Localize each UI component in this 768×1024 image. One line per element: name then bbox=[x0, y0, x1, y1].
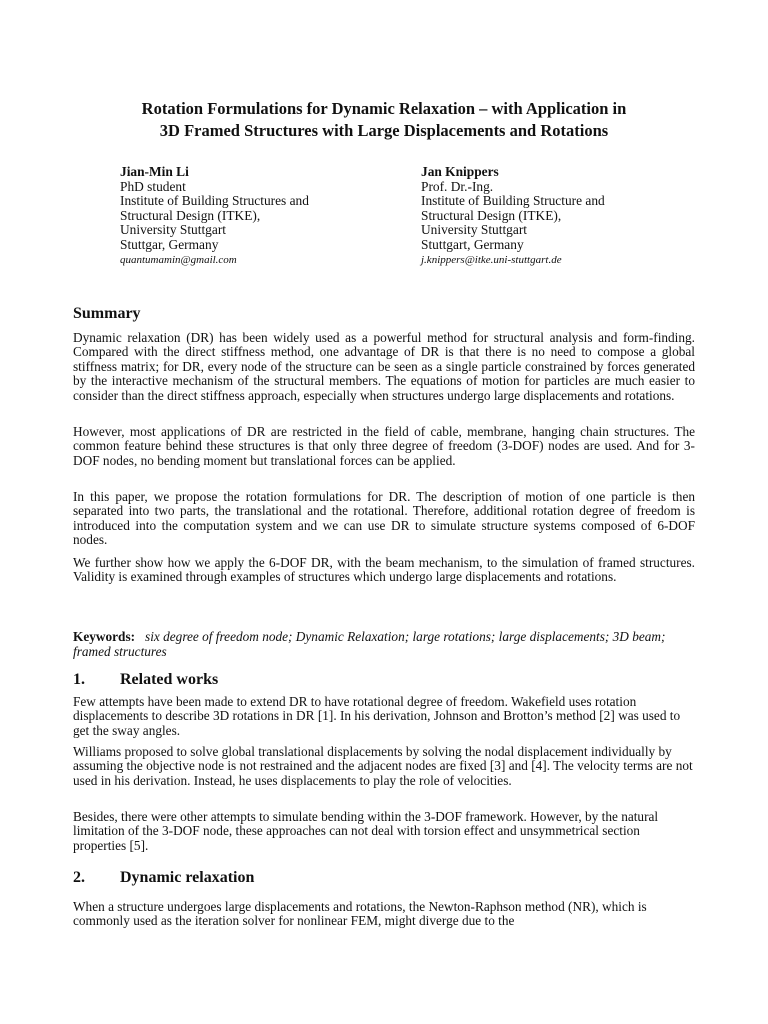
author-affiliation-line: University Stuttgart bbox=[421, 222, 528, 238]
section-1-paragraph-1: Few attempts have been made to extend DR to have rotational degree of freedom. Wakefield uses rotation displacements to describe 3D rotations in DR [1]. In his derivation, Johnson and Brotton’s method [2] was used to get the sway angles. bbox=[73, 694, 681, 738]
summary-paragraph-2: However, most applications of DR are restricted in the field of cable, membrane, hanging chain structures. The common feature behind these structures is that only three degree of freedom (3-DOF) nodes are used. And for 3-DOF nodes, no bending moment but translational forces can be applied. bbox=[73, 424, 695, 468]
title-line-1: Rotation Formulations for Dynamic Relaxation – with Application in bbox=[141, 99, 627, 118]
author-email: quantumamin@gmail.com bbox=[120, 253, 237, 266]
section-number: 1. bbox=[73, 671, 85, 688]
keywords-label: Keywords: bbox=[73, 629, 136, 644]
author-1 bbox=[120, 165, 309, 267]
section-title: Related works bbox=[120, 671, 219, 688]
section-1-paragraph-2: Williams proposed to solve global translational displacements by solving the nodal displacement individually by assuming the objective node is not restrained and the adjacent nodes are fixed [3] and [4]. The velocity terms are not used in his derivation. Instead, he uses displacements to play the role of velocities. bbox=[73, 744, 693, 788]
author-location: Stuttgar, Germany bbox=[120, 236, 219, 252]
author-name: Jan Knippers bbox=[421, 164, 499, 179]
section-1-paragraph-3: Besides, there were other attempts to simulate bending within the 3-DOF framework. However, by the natural limitation of the 3-DOF node, these approaches can not deal with torsion effect and unsymmetrical section properties [5]. bbox=[73, 809, 659, 853]
author-name: Jian-Min Li bbox=[120, 164, 189, 179]
author-affiliation-line: Institute of Building Structures and bbox=[120, 193, 309, 209]
section-1-heading bbox=[73, 670, 218, 690]
author-2 bbox=[421, 165, 605, 267]
summary-paragraph-1: Dynamic relaxation (DR) has been widely used as a powerful method for structural analysis and form-finding. Compared with the direct stiffness method, one advantage of DR is that there is no need to compose a global stiffness matrix; for DR, every node of the structure can be seen as a single particle constrained by forces generated by the interactive mechanism of the structural members. The equations of motion for particles are much easier to consider than the direct stiffness approach, especially when structures undergo large displacements and rotations. bbox=[73, 330, 695, 403]
summary-heading: Summary bbox=[73, 305, 141, 322]
section-title: Dynamic relaxation bbox=[120, 869, 255, 886]
section-number: 2. bbox=[73, 869, 85, 886]
section-2-paragraph-1: When a structure undergoes large displacements and rotations, the Newton-Raphson method (NR), which is commonly used as the iteration solver for nonlinear FEM, might diverge due to the bbox=[73, 899, 647, 929]
keywords bbox=[73, 630, 695, 659]
paper-title bbox=[73, 98, 695, 142]
author-email: j.knippers@itke.uni-stuttgart.de bbox=[421, 253, 562, 266]
author-role: PhD student bbox=[120, 178, 186, 194]
summary-paragraph-3: In this paper, we propose the rotation formulations for DR. The description of motion of one particle is then separated into two parts, the translational and the rotational. Therefore, additional rotation degree of freedom is introduced into the computation system and we can use DR to simulate structure systems composed of 6-DOF nodes. bbox=[73, 489, 695, 548]
section-2-heading bbox=[73, 868, 254, 888]
author-location: Stuttgart, Germany bbox=[421, 236, 524, 252]
author-affiliation-line: Structural Design (ITKE), bbox=[120, 207, 261, 223]
title-line-2: 3D Framed Structures with Large Displacements and Rotations bbox=[159, 121, 609, 140]
author-affiliation-line: Institute of Building Structure and bbox=[421, 193, 605, 209]
author-affiliation-line: Structural Design (ITKE), bbox=[421, 207, 562, 223]
keywords-text: six degree of freedom node; Dynamic Relaxation; large rotations; large displacements; 3D beam; framed structures bbox=[73, 629, 666, 659]
author-role: Prof. Dr.-Ing. bbox=[421, 178, 494, 194]
summary-paragraph-4: We further show how we apply the 6-DOF DR, with the beam mechanism, to the simulation of framed structures. Validity is examined through examples of structures which undergo large displacements and rotations. bbox=[73, 555, 695, 585]
author-affiliation-line: University Stuttgart bbox=[120, 222, 227, 238]
